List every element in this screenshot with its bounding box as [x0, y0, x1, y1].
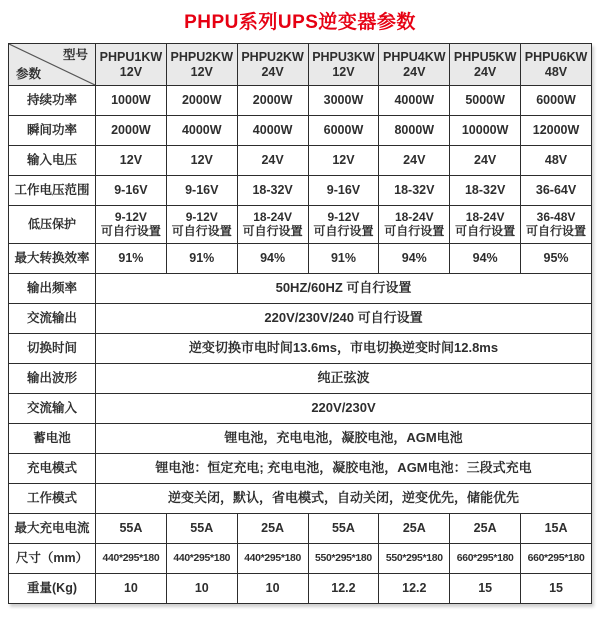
spec-value: 3000W	[308, 86, 379, 116]
spec-value: 9-16V	[166, 176, 237, 206]
spec-span-value: 逆变切换市电时间13.6ms，市电切换逆变时间12.8ms	[96, 334, 592, 364]
row-label: 尺寸（mm）	[9, 544, 96, 574]
lvp-value: 9-12V	[327, 209, 360, 224]
spec-value: 15	[521, 574, 592, 604]
spec-value: 91%	[166, 244, 237, 274]
spec-row-max-efficiency	[9, 244, 592, 274]
spec-value	[96, 206, 167, 244]
spec-value: 4000W	[237, 116, 308, 146]
model-header	[379, 44, 450, 86]
model-voltage: 12V	[119, 64, 143, 79]
spec-value: 10	[237, 574, 308, 604]
lvp-note: 可自行设置	[526, 223, 587, 238]
spec-row-output-frequency	[9, 274, 592, 304]
spec-value: 2000W	[237, 86, 308, 116]
corner-cell	[9, 44, 96, 86]
spec-row-switch-time	[9, 334, 592, 364]
corner-label-param: 参数	[16, 66, 42, 81]
row-label: 输入电压	[9, 146, 96, 176]
spec-value	[450, 206, 521, 244]
spec-row-charge-mode	[9, 454, 592, 484]
spec-span-value: 220V/230V/240 可自行设置	[96, 304, 592, 334]
spec-value: 94%	[450, 244, 521, 274]
header-row	[9, 44, 592, 86]
spec-value: 24V	[450, 146, 521, 176]
row-label: 切换时间	[9, 334, 96, 364]
row-label: 最大转换效率	[9, 244, 96, 274]
spec-value: 24V	[379, 146, 450, 176]
spec-value: 91%	[308, 244, 379, 274]
spec-value: 660*295*180	[450, 544, 521, 574]
spec-value: 12V	[96, 146, 167, 176]
spec-row-battery	[9, 424, 592, 454]
lvp-note: 可自行设置	[313, 223, 374, 238]
page-title: PHPU系列UPS逆变器参数	[184, 12, 416, 33]
spec-value: 550*295*180	[308, 544, 379, 574]
spec-value: 4000W	[166, 116, 237, 146]
spec-value: 24V	[237, 146, 308, 176]
model-voltage: 24V	[261, 64, 284, 79]
spec-value: 10	[96, 574, 167, 604]
spec-value: 6000W	[521, 86, 592, 116]
model-voltage: 24V	[403, 64, 426, 79]
lvp-value: 18-24V	[465, 209, 505, 224]
spec-value: 8000W	[379, 116, 450, 146]
spec-value: 55A	[308, 514, 379, 544]
spec-value: 36-64V	[521, 176, 592, 206]
spec-table	[8, 43, 592, 604]
spec-row-output-waveform	[9, 364, 592, 394]
spec-row-weight	[9, 574, 592, 604]
spec-value: 6000W	[308, 116, 379, 146]
model-voltage: 12V	[190, 64, 213, 79]
spec-value: 550*295*180	[379, 544, 450, 574]
spec-value: 12000W	[521, 116, 592, 146]
corner-label-model: 型号	[62, 48, 88, 62]
row-label: 输出波形	[9, 364, 96, 394]
model-name: PHPU6KW	[524, 50, 588, 65]
spec-value: 12V	[166, 146, 237, 176]
spec-value: 440*295*180	[96, 544, 167, 574]
spec-value: 94%	[237, 244, 308, 274]
model-voltage: 48V	[544, 64, 568, 79]
lvp-value: 18-24V	[394, 209, 434, 224]
lvp-note: 可自行设置	[100, 223, 161, 238]
model-name: PHPU3KW	[312, 50, 375, 65]
model-header	[96, 44, 167, 86]
row-label: 最大充电电流	[9, 514, 96, 544]
spec-span-value: 50HZ/60HZ 可自行设置	[96, 274, 592, 304]
model-header	[450, 44, 521, 86]
spec-value: 18-32V	[237, 176, 308, 206]
lvp-note: 可自行设置	[242, 223, 303, 238]
row-label: 持续功率	[9, 86, 96, 116]
spec-value	[308, 206, 379, 244]
lvp-value: 36-48V	[536, 209, 576, 224]
spec-value: 18-32V	[379, 176, 450, 206]
model-name: PHPU2KW	[170, 50, 234, 65]
model-header	[521, 44, 592, 86]
row-label: 充电模式	[9, 454, 96, 484]
lvp-note: 可自行设置	[171, 223, 232, 238]
spec-row-low-voltage-protection	[9, 206, 592, 244]
row-label: 重量(Kg)	[9, 574, 96, 604]
spec-value: 4000W	[379, 86, 450, 116]
row-label: 蓄电池	[9, 424, 96, 454]
spec-value: 15	[450, 574, 521, 604]
lvp-value: 9-12V	[114, 209, 147, 224]
row-label: 交流输入	[9, 394, 96, 424]
spec-value: 12.2	[308, 574, 379, 604]
spec-value: 94%	[379, 244, 450, 274]
spec-span-value: 纯正弦波	[96, 364, 592, 394]
spec-value	[379, 206, 450, 244]
spec-value: 55A	[166, 514, 237, 544]
spec-value: 9-16V	[96, 176, 167, 206]
spec-value: 25A	[379, 514, 450, 544]
row-label: 工作模式	[9, 484, 96, 514]
model-voltage: 24V	[474, 64, 497, 79]
spec-value: 91%	[96, 244, 167, 274]
spec-value: 25A	[237, 514, 308, 544]
model-name: PHPU2KW	[241, 50, 304, 65]
lvp-note: 可自行设置	[455, 223, 516, 238]
row-label: 瞬间功率	[9, 116, 96, 146]
spec-row-peak-power	[9, 116, 592, 146]
row-label: 交流输出	[9, 304, 96, 334]
spec-value: 12V	[308, 146, 379, 176]
model-name: PHPU1KW	[99, 50, 163, 65]
row-label: 低压保护	[9, 206, 96, 244]
model-name: PHPU4KW	[383, 50, 446, 65]
spec-value: 18-32V	[450, 176, 521, 206]
spec-value: 440*295*180	[166, 544, 237, 574]
spec-row-ac-output	[9, 304, 592, 334]
spec-span-value: 锂电池：恒定充电; 充电电池，凝胶电池，AGM电池：三段式充电	[96, 454, 592, 484]
spec-row-continuous-power	[9, 86, 592, 116]
spec-value: 1000W	[96, 86, 167, 116]
spec-value: 48V	[521, 146, 592, 176]
spec-value	[521, 206, 592, 244]
spec-value: 9-16V	[308, 176, 379, 206]
spec-value	[237, 206, 308, 244]
spec-value	[166, 206, 237, 244]
spec-value: 10000W	[450, 116, 521, 146]
spec-value: 2000W	[166, 86, 237, 116]
spec-span-value: 逆变关闭，默认，省电模式，自动关闭，逆变优先，储能优先	[96, 484, 592, 514]
spec-value: 95%	[521, 244, 592, 274]
spec-value: 55A	[96, 514, 167, 544]
spec-value: 5000W	[450, 86, 521, 116]
spec-row-ac-input	[9, 394, 592, 424]
spec-value: 440*295*180	[237, 544, 308, 574]
lvp-note: 可自行设置	[384, 223, 445, 238]
model-name: PHPU5KW	[453, 50, 517, 65]
spec-span-value: 锂电池，充电电池，凝胶电池，AGM电池	[96, 424, 592, 454]
row-label: 工作电压范围	[9, 176, 96, 206]
spec-row-max-charge-current	[9, 514, 592, 544]
model-header	[237, 44, 308, 86]
model-header	[308, 44, 379, 86]
lvp-value: 18-24V	[253, 209, 292, 224]
model-header	[166, 44, 237, 86]
spec-value: 10	[166, 574, 237, 604]
row-label: 输出频率	[9, 274, 96, 304]
spec-value: 25A	[450, 514, 521, 544]
spec-value: 2000W	[96, 116, 167, 146]
spec-row-work-mode	[9, 484, 592, 514]
spec-value: 660*295*180	[521, 544, 592, 574]
spec-row-working-voltage-range	[9, 176, 592, 206]
spec-span-value: 220V/230V	[96, 394, 592, 424]
spec-row-dimensions	[9, 544, 592, 574]
spec-value: 15A	[521, 514, 592, 544]
lvp-value: 9-12V	[185, 209, 218, 224]
spec-row-input-voltage	[9, 146, 592, 176]
spec-value: 12.2	[379, 574, 450, 604]
model-voltage: 12V	[332, 64, 355, 79]
